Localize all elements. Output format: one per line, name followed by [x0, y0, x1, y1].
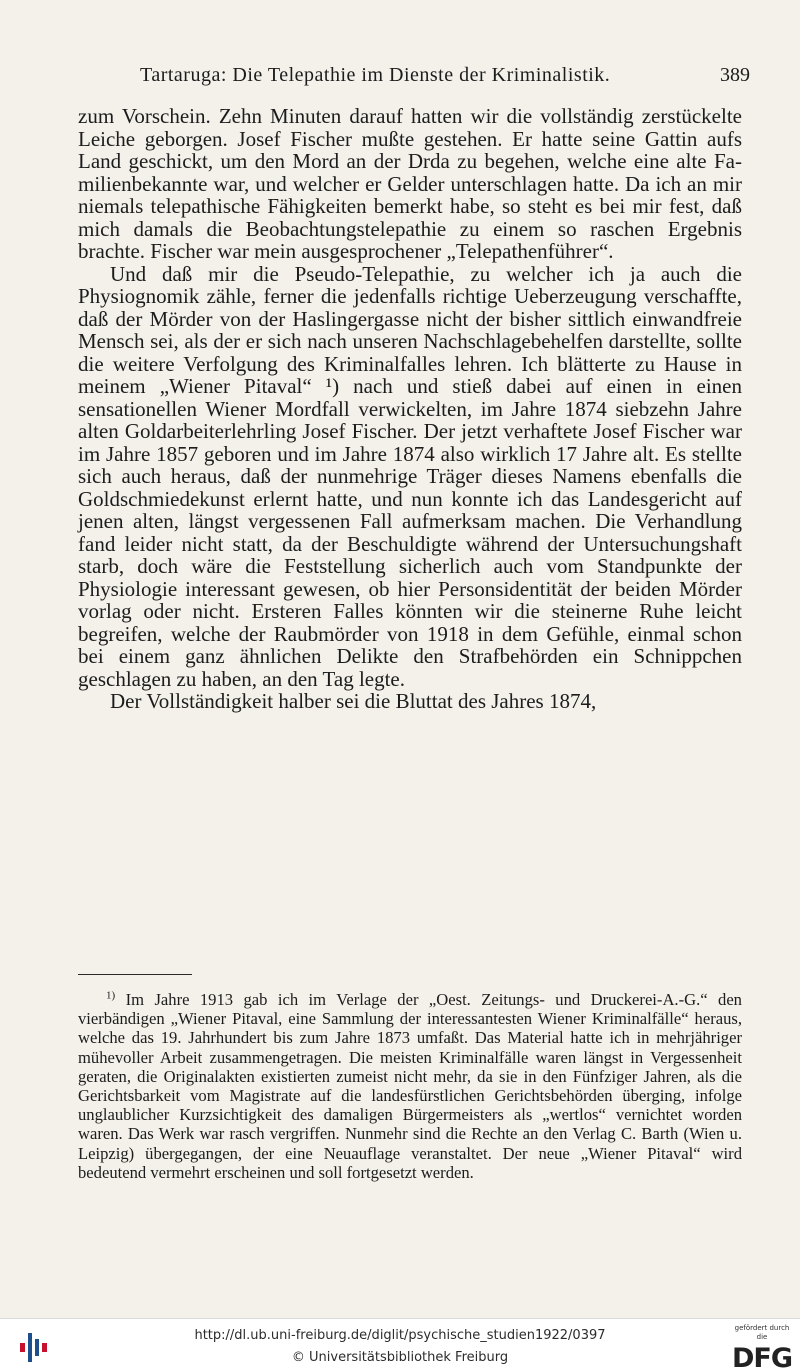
source-url[interactable]: http://dl.ub.uni-freiburg.de/diglit/psychische_studien1922/0397	[194, 1328, 606, 1343]
paragraph-1: zum Vorschein. Zehn Minuten darauf hatten wir die vollständig zerstückelte Leiche geborgen. Josef Fischer mußte gestehen. Er hatte seine Gattin aufs Land geschickt, um den Mord an der Drda zu begehen, welche eine alte Familienbekannte war, und welcher er Gelder unterschlagen hatte. Da ich an mir niemals telepathische Fähigkeiten bemerkt habe, so steht es bei mir fest, daß mich damals die Beobachtungstelepathie zu einem so raschen Ergebnis brachte. Fischer war mein ausgesprochener „Telepathenführer“.	[78, 104, 742, 263]
dfg-logo-text: DFG	[731, 1343, 793, 1372]
page-number: 389	[720, 64, 750, 86]
dfg-logo[interactable]	[730, 1324, 794, 1370]
footnote-rule	[78, 974, 192, 975]
footer-bar	[0, 1318, 800, 1372]
paragraph-2: Und daß mir die Pseudo-Telepathie, zu welcher ich ja auch die Physiognomik zähle, ferner die jedenfalls richtige Ueberzeugung verschaffte, daß der Mörder von der Haslingergasse nicht der bisher sittlich einwandfreie Mensch sei, als der er sich nach unseren Nachschlagebehelfen darstellte, sollte die weitere Verfolgung des Kriminalfalles lehren. Ich blätterte zu Hause in meinem „Wiener Pitaval“ ¹) nach und stieß dabei auf einen in einen sensationellen Wiener Mordfall verwickelten, im Jahre 1874 siebzehn Jahre alten Goldarbeiterlehrling Josef Fischer. Der jetzt verhaftete Josef Fischer war im Jahre 1857 geboren und im Jahre 1874 also wirklich 17 Jahre alt. Es stellte sich auch heraus, daß der nunmehrige Träger dieses Namens ebenfalls die Goldschmiedekunst erlernt hatte, und nun konnte ich das Landesgericht auf jenen alten, längst vergessenen Fall aufmerksam machen. Die Verhandlung fand leider nicht statt, da der Beschuldigte während der Untersuchungshaft starb, doch wäre die Feststellung sicherlich auch vom Standpunkte der Physiologie interessant gewesen, ob hier Personsidentität der beiden Mörder vorlag oder nicht. Ersteren Falles könnten wir die steinerne Ruhe leicht begreifen, welche der Raubmörder von 1918 in dem Gefühle, einmal schon bei einem ganz ähnlichen Delikte den Strafbehörden ein Schnippchen geschlagen zu haben, an den Tag legte.	[78, 261, 742, 691]
dfg-funding-note: gefördert durch die	[734, 1324, 790, 1341]
body-text	[78, 105, 742, 713]
footnote-marker: 1)	[106, 989, 116, 1002]
running-header	[78, 64, 750, 94]
footnote	[78, 990, 742, 1182]
running-title: Tartaruga: Die Telepathie im Dienste der Kriminalistik.	[140, 64, 611, 86]
paragraph-3: Der Vollständigkeit halber sei die Bluttat des Jahres 1874,	[110, 689, 597, 713]
copyright-notice: © Universitätsbibliothek Freiburg	[291, 1350, 509, 1365]
footnote-text: Im Jahre 1913 gab ich im Verlage der „Oest. Zeitungs- und Druckerei-A.-G.“ den vierbändigen „Wiener Pitaval, eine Sammlung der interessantesten Wiener Kriminalfälle“ heraus, welche das 19. Jahrhundert bis zum Jahre 1873 umfaßt. Das Material hatte ich in mehrjähriger mühevoller Arbeit zusammengetragen. Die meisten Kriminalfälle waren längst in Vergessenheit geraten, die Originalakten existierten zumeist nicht mehr, da sie in den Fünfziger Jahren, als die Gerichtsbarkeit vom Magistrate auf die landesfürstlichen Gerichtsbehörden überging, infolge unglaublicher Kurzsichtigkeit des damaligen Bürgermeisters als „wertlos“ vernichtet worden waren. Das Werk war rasch vergriffen. Nunmehr sind die Rechte an den Verlag C. Barth (Wien u. Leipzig) übergegangen, der eine Neuauflage veranstaltet. Der neue „Wiener Pitaval“ wird bedeutend vermehrt erscheinen und soll fortgesetzt werden.	[78, 990, 742, 1182]
